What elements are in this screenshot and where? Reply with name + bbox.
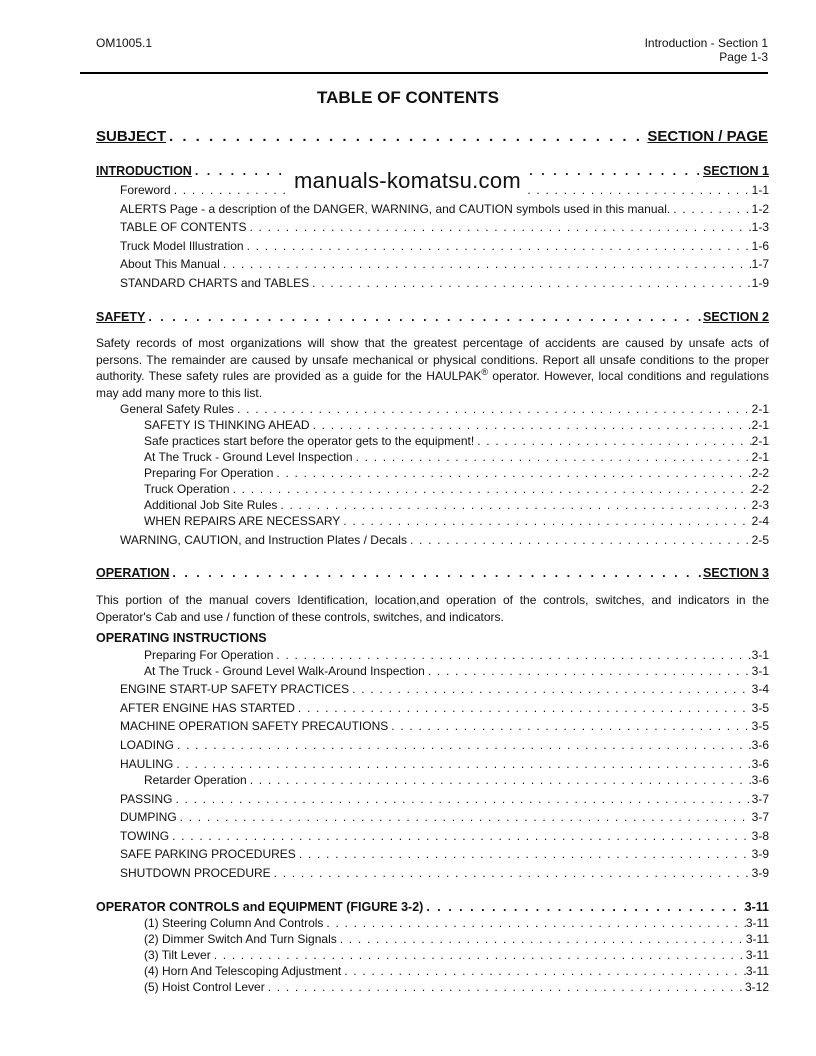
toc-entry[interactable]: SHUTDOWN PROCEDURE . . . 3-9 (120, 866, 769, 880)
toc-entry[interactable]: WHEN REPAIRS ARE NECESSARY . . . 2-4 (144, 514, 769, 528)
toc-entry[interactable]: ALERTS Page - a description of the DANGER, WARNING, and CAUTION symbols used in this manual. . . . 1-2 (120, 202, 769, 216)
operation-description: This portion of the manual covers Identification, location,and operation of the controls, switches, and indicators in the Operator's Cab and use / function of these controls, switches, and indicators. (96, 593, 769, 624)
toc-entry[interactable]: Preparing For Operation . . . 3-1 (144, 648, 769, 662)
toc-entry[interactable]: (1) Steering Column And Controls . . . 3-11 (144, 916, 769, 930)
toc-entry[interactable]: LOADING . . . 3-6 (120, 738, 769, 752)
toc-entry[interactable]: General Safety Rules . . . 2-1 (120, 402, 769, 416)
section-number: SECTION 1 (703, 164, 769, 178)
toc-entry[interactable]: TOWING . . . 3-8 (120, 829, 769, 843)
section-label: INTRODUCTION (96, 164, 192, 178)
toc-entry[interactable]: Truck Model Illustration . . . 1-6 (120, 239, 769, 253)
toc-entry[interactable]: WARNING, CAUTION, and Instruction Plates / Decals . . . 2-5 (120, 533, 769, 547)
toc-entry[interactable]: STANDARD CHARTS and TABLES . . . 1-9 (120, 276, 769, 290)
section-page-heading: SECTION / PAGE (647, 128, 768, 145)
subsection-page: 3-11 (744, 900, 769, 914)
toc-entry[interactable]: At The Truck - Ground Level Walk-Around Inspection . . . 3-1 (144, 664, 769, 678)
toc-operator-controls[interactable] (96, 900, 769, 914)
toc-entry[interactable]: At The Truck - Ground Level Inspection . . . 2-1 (144, 450, 769, 464)
section-number: SECTION 2 (703, 310, 769, 324)
toc-section-operation[interactable] (96, 566, 769, 580)
toc-entry[interactable]: (4) Horn And Telescoping Adjustment . . . 3-11 (144, 964, 769, 978)
toc-entry[interactable]: PASSING . . . 3-7 (120, 792, 769, 806)
toc-section-safety[interactable] (96, 310, 769, 324)
subject-heading: SUBJECT (96, 128, 167, 145)
toc-entry[interactable]: SAFE PARKING PROCEDURES . . . 3-9 (120, 847, 769, 861)
toc-entry[interactable]: Additional Job Site Rules . . . 2-3 (144, 498, 769, 512)
toc-entry[interactable]: Retarder Operation . . . 3-6 (144, 773, 769, 787)
toc-entry[interactable]: MACHINE OPERATION SAFETY PRECAUTIONS . . . 3-5 (120, 719, 769, 733)
toc-entry[interactable]: SAFETY IS THINKING AHEAD . . . 2-1 (144, 418, 769, 432)
toc-entry[interactable]: (2) Dimmer Switch And Turn Signals . . . 3-11 (144, 932, 769, 946)
page-reference: Page 1-3 (719, 50, 768, 64)
subsection-label: OPERATOR CONTROLS and EQUIPMENT (FIGURE 3-2) (96, 900, 424, 914)
toc-entry[interactable]: About This Manual . . . 1-7 (120, 257, 769, 271)
page-title: TABLE OF CONTENTS (317, 88, 499, 107)
section-number: SECTION 3 (703, 566, 769, 580)
toc-entry[interactable]: Safe practices start before the operator gets to the equipment! . . . 2-1 (144, 434, 769, 448)
section-label: OPERATION (96, 566, 170, 580)
toc-entry[interactable]: AFTER ENGINE HAS STARTED . . . 3-5 (120, 701, 769, 715)
toc-entry[interactable]: (5) Hoist Control Lever . . . 3-12 (144, 980, 769, 994)
toc-entry[interactable]: HAULING . . . 3-6 (120, 757, 769, 771)
toc-entry[interactable]: TABLE OF CONTENTS . . . 1-3 (120, 220, 769, 234)
toc-entry[interactable]: Truck Operation . . . 2-2 (144, 482, 769, 496)
toc-entry[interactable]: ENGINE START-UP SAFETY PRACTICES . . . 3-4 (120, 682, 769, 696)
leader-dots (169, 566, 703, 580)
toc-entry[interactable]: Foreword . . . 1-1 (120, 183, 769, 197)
safety-description: Safety records of most organizations will show that the greatest percentage of accidents are caused by unsafe acts of persons. The remainder are caused by unsafe mechanical or physical conditions. Report all unsafe conditions to the proper authority. These safety rules are provided as a guide for the HAULPAK® operator. However, local conditions and regulations may add many more to this list. (96, 336, 769, 400)
section-label: SAFETY (96, 310, 146, 324)
column-headings (96, 128, 768, 145)
watermark: manuals-komatsu.com (290, 168, 525, 194)
leader-dots (423, 900, 744, 914)
header-divider (80, 72, 768, 74)
toc-entry[interactable]: Preparing For Operation . . . 2-2 (144, 466, 769, 480)
toc-entry[interactable]: (3) Tilt Lever . . . 3-11 (144, 948, 769, 962)
leader-dots (145, 310, 703, 324)
document-id: OM1005.1 (96, 36, 153, 50)
section-reference: Introduction - Section 1 (644, 36, 768, 50)
toc-entry[interactable]: DUMPING . . . 3-7 (120, 810, 769, 824)
leader-dots (166, 128, 647, 145)
operating-instructions-heading: OPERATING INSTRUCTIONS (96, 631, 267, 645)
